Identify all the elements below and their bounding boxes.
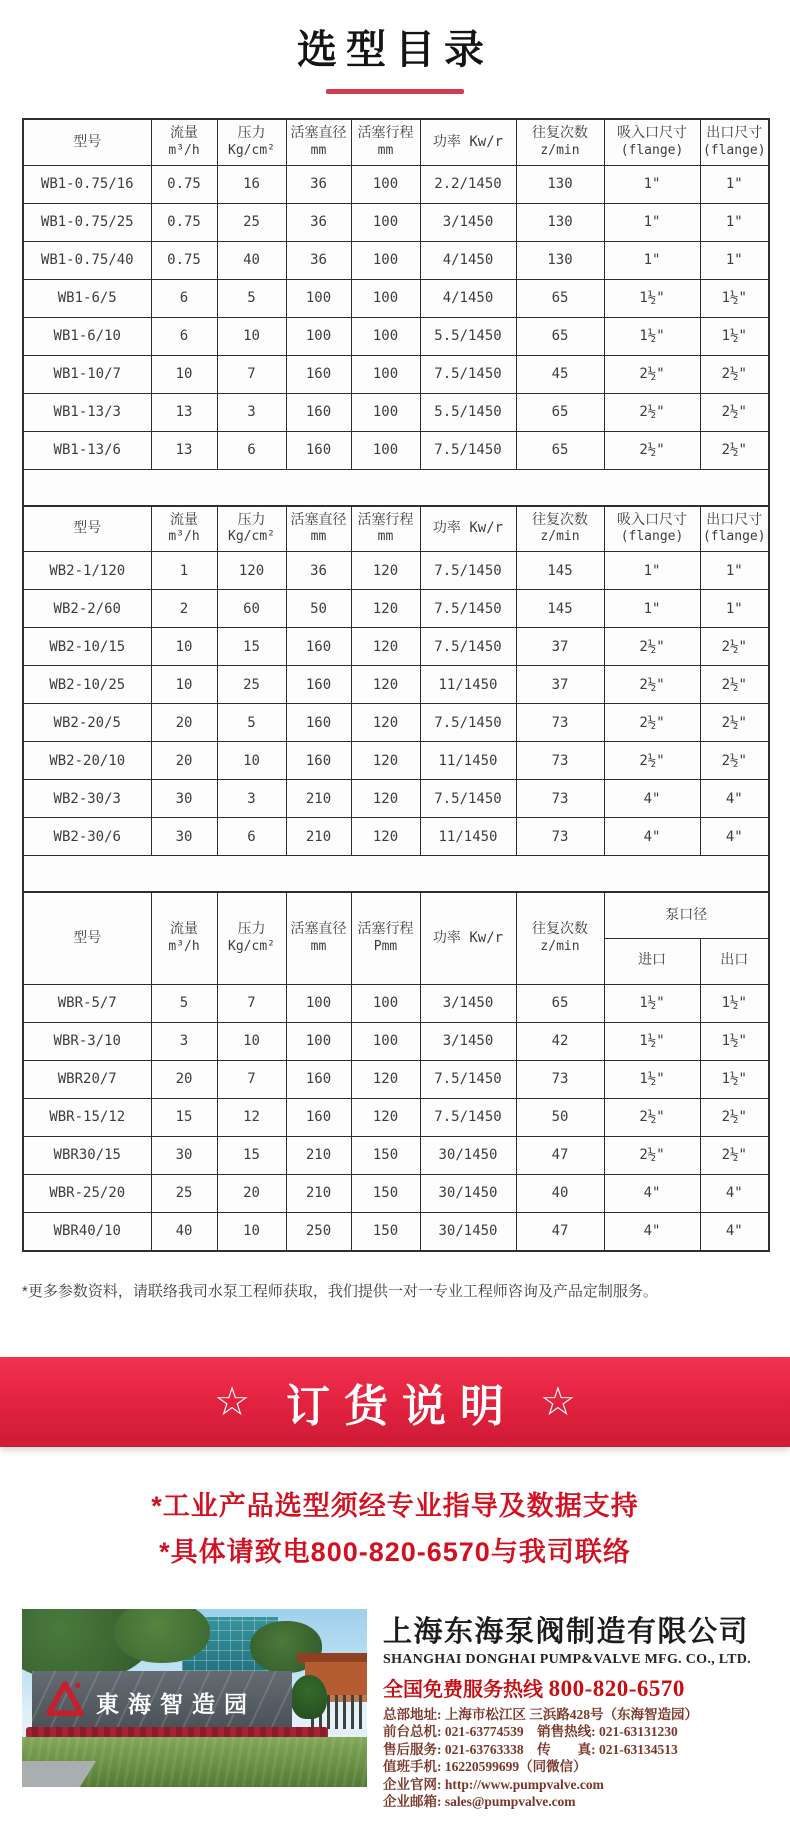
table-cell: 65: [516, 431, 604, 469]
table-cell: WBR-15/12: [23, 1098, 151, 1136]
table-cell: 2½": [604, 704, 700, 742]
table-cell: 40: [217, 241, 286, 279]
column-header: 压力 Kg/cm²: [217, 506, 286, 552]
service-hotline: [383, 1673, 768, 1702]
table-cell: WB2-20/10: [23, 742, 151, 780]
table-cell: WB1-0.75/40: [23, 241, 151, 279]
column-header: 出口尺寸 (flange): [700, 506, 769, 552]
table-row: [23, 317, 769, 355]
table-cell: 42: [516, 1022, 604, 1060]
table-cell: 65: [516, 317, 604, 355]
column-header: 活塞行程 Pmm: [351, 892, 420, 984]
table-cell: 20: [151, 704, 217, 742]
column-header: 功率 Kw/r: [420, 119, 516, 165]
table-cell: 100: [351, 317, 420, 355]
table-row: [23, 780, 769, 818]
column-header: 出口尺寸 (flange): [700, 119, 769, 165]
table-cell: 160: [286, 742, 351, 780]
table-cell: 65: [516, 393, 604, 431]
table-cell: 2½": [604, 666, 700, 704]
hotline-number: 800-820-6570: [548, 1675, 685, 1701]
table-row: [23, 590, 769, 628]
table-row: [23, 984, 769, 1022]
entrance-sign-wall: [32, 1671, 292, 1729]
column-header: 往复次数 z/min: [516, 892, 604, 984]
table-cell: 160: [286, 393, 351, 431]
table-row: [23, 742, 769, 780]
table-cell: 1½": [604, 984, 700, 1022]
table-cell: 36: [286, 241, 351, 279]
empty-row: [23, 856, 769, 893]
table-cell: 3: [217, 780, 286, 818]
table-cell: WB2-20/5: [23, 704, 151, 742]
table-cell: 1": [700, 241, 769, 279]
table-cell: 2: [151, 590, 217, 628]
sign-text: 東海智造园: [96, 1690, 256, 1717]
table-cell: WB1-6/10: [23, 317, 151, 355]
table-cell: 10: [217, 1212, 286, 1251]
hotline-label: 全国免费服务热线: [383, 1678, 543, 1701]
table-cell: 1": [604, 165, 700, 203]
table-cell: 1": [700, 552, 769, 590]
table-cell: 10: [151, 666, 217, 704]
footnote-text: *更多参数资料，请联络我司水泵工程师获取，我们提供一对一专业工程师咨询及产品定制服务。: [22, 1282, 658, 1300]
table-cell: WB2-1/120: [23, 552, 151, 590]
table-row: [23, 552, 769, 590]
column-header: 活塞直径 mm: [286, 119, 351, 165]
column-header: 流量 m³/h: [151, 119, 217, 165]
contact-list: [383, 1706, 768, 1811]
table-cell: 1½": [604, 1060, 700, 1098]
table-cell: 40: [151, 1212, 217, 1251]
table-cell: 210: [286, 1174, 351, 1212]
column-header-group: 泵口径: [604, 892, 769, 938]
table-cell: 20: [151, 1060, 217, 1098]
page-title: 选型目录: [297, 28, 493, 72]
star-icon: ☆: [214, 1379, 250, 1424]
table-cell: 30/1450: [420, 1174, 516, 1212]
table-cell: 10: [151, 355, 217, 393]
table-cell: 10: [151, 628, 217, 666]
banner-title: 订货说明: [286, 1381, 518, 1431]
table-cell: 11/1450: [420, 666, 516, 704]
table-cell: 100: [286, 1022, 351, 1060]
table-cell: 12: [217, 1098, 286, 1136]
table-cell: 40: [516, 1174, 604, 1212]
table-row: [23, 355, 769, 393]
table-row: [23, 279, 769, 317]
column-header: 型号: [23, 892, 151, 984]
table-cell: 10: [217, 317, 286, 355]
table-cell: 150: [351, 1136, 420, 1174]
title-underline: [326, 89, 464, 94]
table-cell: 2½": [604, 393, 700, 431]
table-cell: 120: [351, 818, 420, 856]
column-header: 型号: [23, 506, 151, 552]
donghai-triangle-logo-icon: [46, 1681, 84, 1722]
table-cell: 100: [351, 203, 420, 241]
table-cell: 30: [151, 1136, 217, 1174]
table-cell: 37: [516, 628, 604, 666]
table-cell: 100: [351, 279, 420, 317]
table-cell: 2½": [700, 355, 769, 393]
table-cell: 5: [151, 984, 217, 1022]
table-cell: 130: [516, 165, 604, 203]
order-instructions-banner: [0, 1357, 790, 1447]
table-cell: WB2-10/25: [23, 666, 151, 704]
table-cell: 100: [286, 984, 351, 1022]
table-row: [23, 393, 769, 431]
palm-tree-graphic: [291, 1675, 327, 1719]
company-footer: [22, 1609, 768, 1811]
table-cell: 1½": [700, 279, 769, 317]
promo-line: *工业产品选型须经专业指导及数据支持: [151, 1490, 639, 1521]
title-section: [0, 0, 790, 94]
table-cell: 2½": [604, 1136, 700, 1174]
table-cell: 100: [286, 279, 351, 317]
table-cell: 20: [217, 1174, 286, 1212]
table-cell: 6: [217, 431, 286, 469]
table-cell: 73: [516, 704, 604, 742]
factory-photo: [22, 1609, 367, 1787]
table-cell: 11/1450: [420, 818, 516, 856]
table-cell: 50: [516, 1098, 604, 1136]
email-address: 企业邮箱: sales@pumpvalve.com: [383, 1794, 576, 1809]
table-cell: 120: [351, 704, 420, 742]
column-header: 功率 Kw/r: [420, 892, 516, 984]
table-row: [23, 1060, 769, 1098]
table-cell: 210: [286, 780, 351, 818]
table-cell: 100: [351, 984, 420, 1022]
table-cell: WB1-13/6: [23, 431, 151, 469]
table-row: [23, 666, 769, 704]
column-header: 往复次数 z/min: [516, 119, 604, 165]
table-cell: WBR30/15: [23, 1136, 151, 1174]
table-cell: 2½": [604, 1098, 700, 1136]
table-cell: 2½": [700, 393, 769, 431]
column-header: 活塞直径 mm: [286, 506, 351, 552]
spec-table-wb1: [22, 118, 770, 507]
table-cell: 6: [151, 317, 217, 355]
table-cell: 250: [286, 1212, 351, 1251]
column-header: 活塞直径 mm: [286, 892, 351, 984]
contact-line-service-fax: 售后服务: 021-63763338 传 真: 021-63134513: [383, 1741, 678, 1757]
table-cell: 4": [700, 780, 769, 818]
table-cell: 6: [151, 279, 217, 317]
table-cell: 2½": [604, 355, 700, 393]
table-row: [23, 1212, 769, 1251]
table-cell: 7.5/1450: [420, 552, 516, 590]
table-cell: 7.5/1450: [420, 355, 516, 393]
table-cell: 10: [217, 742, 286, 780]
table-cell: 120: [351, 590, 420, 628]
table-cell: 2½": [700, 628, 769, 666]
table-cell: 47: [516, 1136, 604, 1174]
table-cell: 210: [286, 818, 351, 856]
table-cell: 1½": [604, 279, 700, 317]
table-cell: 160: [286, 431, 351, 469]
spec-table-wbr: [22, 891, 770, 1252]
table-cell: 1½": [700, 984, 769, 1022]
table-cell: 73: [516, 780, 604, 818]
table-cell: 36: [286, 203, 351, 241]
table-cell: 5.5/1450: [420, 393, 516, 431]
table-row: [23, 203, 769, 241]
table-cell: 1": [604, 552, 700, 590]
table-cell: 7.5/1450: [420, 628, 516, 666]
table-cell: 160: [286, 628, 351, 666]
column-header: 功率 Kw/r: [420, 506, 516, 552]
table-cell: 5: [217, 279, 286, 317]
table-cell: 65: [516, 984, 604, 1022]
column-header: 流量 m³/h: [151, 892, 217, 984]
table-cell: 1": [700, 165, 769, 203]
table-cell: 160: [286, 666, 351, 704]
table-cell: 73: [516, 1060, 604, 1098]
table-row: [23, 628, 769, 666]
table-cell: 0.75: [151, 241, 217, 279]
column-header: 压力 Kg/cm²: [217, 892, 286, 984]
table-cell: WB1-0.75/25: [23, 203, 151, 241]
table-cell: 100: [351, 431, 420, 469]
table-cell: 7.5/1450: [420, 431, 516, 469]
table-cell: 25: [151, 1174, 217, 1212]
table-cell: 4": [604, 818, 700, 856]
table-row: [23, 241, 769, 279]
table-cell: 7.5/1450: [420, 704, 516, 742]
table-cell: 1": [604, 590, 700, 628]
contact-line-mobile: 值班手机: 16220599699（同微信）: [383, 1759, 587, 1774]
table-cell: 6: [217, 818, 286, 856]
table-cell: 30/1450: [420, 1136, 516, 1174]
table-cell: 2½": [604, 742, 700, 780]
table-cell: 11/1450: [420, 742, 516, 780]
table-cell: 130: [516, 241, 604, 279]
table-cell: WBR-5/7: [23, 984, 151, 1022]
table-cell: WBR20/7: [23, 1060, 151, 1098]
table-cell: 2½": [700, 431, 769, 469]
table-cell: 7.5/1450: [420, 590, 516, 628]
column-header: 型号: [23, 119, 151, 165]
table-cell: 4": [604, 1174, 700, 1212]
column-header: 流量 m³/h: [151, 506, 217, 552]
spec-tables-section: [22, 118, 768, 1252]
table-cell: 145: [516, 590, 604, 628]
table-cell: WB2-30/3: [23, 780, 151, 818]
table-cell: 1½": [604, 317, 700, 355]
table-cell: 60: [217, 590, 286, 628]
table-cell: 120: [351, 552, 420, 590]
table-cell: 4": [700, 818, 769, 856]
table-cell: WB1-0.75/16: [23, 165, 151, 203]
table-cell: 10: [217, 1022, 286, 1060]
table-cell: 2½": [700, 704, 769, 742]
contact-line-address: 总部地址: 上海市松江区 三浜路428号（东海智造园）: [383, 1706, 698, 1722]
table-cell: 3/1450: [420, 984, 516, 1022]
table-cell: 15: [217, 628, 286, 666]
column-header: 活塞行程 mm: [351, 506, 420, 552]
table-cell: 1½": [604, 1022, 700, 1060]
table-cell: 4": [700, 1212, 769, 1251]
table-cell: 100: [351, 241, 420, 279]
table-cell: 120: [351, 666, 420, 704]
table-cell: 1": [604, 241, 700, 279]
table-cell: 100: [351, 1022, 420, 1060]
table-cell: 3: [151, 1022, 217, 1060]
company-name-cn: 上海东海泵阀制造有限公司: [383, 1615, 750, 1648]
table-row: [23, 1174, 769, 1212]
promo-line: *具体请致电800-820-6570与我司联络: [159, 1536, 631, 1567]
table-cell: 7.5/1450: [420, 1060, 516, 1098]
table-cell: 100: [351, 355, 420, 393]
table-cell: WBR40/10: [23, 1212, 151, 1251]
table-cell: 1½": [700, 317, 769, 355]
table-cell: 2½": [700, 742, 769, 780]
promo-section: [0, 1483, 790, 1575]
table-cell: 7: [217, 984, 286, 1022]
table-cell: 36: [286, 165, 351, 203]
table-cell: 5: [217, 704, 286, 742]
column-header: 活塞行程 mm: [351, 119, 420, 165]
table-cell: 150: [351, 1174, 420, 1212]
spec-table-wb2: [22, 505, 770, 894]
column-header: 吸入口尺寸 (flange): [604, 119, 700, 165]
table-cell: WBR-3/10: [23, 1022, 151, 1060]
table-cell: WB1-10/7: [23, 355, 151, 393]
table-row: [23, 704, 769, 742]
table-cell: 30/1450: [420, 1212, 516, 1251]
table-cell: 120: [351, 628, 420, 666]
table-cell: 47: [516, 1212, 604, 1251]
table-cell: 1": [700, 203, 769, 241]
table-cell: 3: [217, 393, 286, 431]
table-cell: 1": [604, 203, 700, 241]
contact-line-phones: 前台总机: 021-63774539 销售热线: 021-63131230: [383, 1724, 678, 1739]
tree-graphic: [114, 1609, 210, 1663]
table-row: [23, 431, 769, 469]
table-cell: 4/1450: [420, 279, 516, 317]
company-info: [383, 1609, 768, 1811]
table-cell: 1½": [700, 1060, 769, 1098]
table-cell: 25: [217, 203, 286, 241]
table-cell: 5.5/1450: [420, 317, 516, 355]
table-cell: 7.5/1450: [420, 780, 516, 818]
table-cell: 3/1450: [420, 1022, 516, 1060]
table-cell: WB1-13/3: [23, 393, 151, 431]
table-cell: 145: [516, 552, 604, 590]
table-cell: 15: [151, 1098, 217, 1136]
table-cell: 160: [286, 1098, 351, 1136]
table-cell: 4": [700, 1174, 769, 1212]
table-cell: 4/1450: [420, 241, 516, 279]
table-cell: 120: [351, 1098, 420, 1136]
table-cell: 1: [151, 552, 217, 590]
table-cell: 73: [516, 818, 604, 856]
column-header: 压力 Kg/cm²: [217, 119, 286, 165]
table-cell: WB2-2/60: [23, 590, 151, 628]
table-cell: 20: [151, 742, 217, 780]
table-cell: 50: [286, 590, 351, 628]
table-cell: 45: [516, 355, 604, 393]
table-row: [23, 818, 769, 856]
table-cell: 37: [516, 666, 604, 704]
table-cell: 2½": [604, 628, 700, 666]
table-cell: 2.2/1450: [420, 165, 516, 203]
table-row: [23, 1098, 769, 1136]
table-cell: 210: [286, 1136, 351, 1174]
table-row: [23, 165, 769, 203]
table-cell: 36: [286, 552, 351, 590]
table-cell: 15: [217, 1136, 286, 1174]
company-name-en: SHANGHAI DONGHAI PUMP&VALVE MFG. CO., LTD.: [383, 1651, 751, 1667]
table-cell: 1½": [700, 1022, 769, 1060]
table-cell: 100: [351, 165, 420, 203]
website-url: 企业官网: http://www.pumpvalve.com: [383, 1776, 604, 1792]
table-cell: 13: [151, 393, 217, 431]
table-cell: WBR-25/20: [23, 1174, 151, 1212]
empty-row: [23, 469, 769, 506]
table-cell: 4": [604, 780, 700, 818]
table-cell: 13: [151, 431, 217, 469]
table-cell: 4": [604, 1212, 700, 1251]
table-cell: 2½": [700, 1098, 769, 1136]
table-cell: 3/1450: [420, 203, 516, 241]
table-row: [23, 1136, 769, 1174]
table-cell: 120: [351, 1060, 420, 1098]
star-icon: ☆: [540, 1379, 576, 1424]
table-cell: 16: [217, 165, 286, 203]
table-cell: 7: [217, 1060, 286, 1098]
table-cell: 73: [516, 742, 604, 780]
table-cell: 100: [286, 317, 351, 355]
table-cell: 7: [217, 355, 286, 393]
table-cell: 100: [351, 393, 420, 431]
column-subheader: 进口: [604, 938, 700, 984]
table-cell: 0.75: [151, 203, 217, 241]
table-cell: 120: [217, 552, 286, 590]
table-cell: 0.75: [151, 165, 217, 203]
table-cell: 130: [516, 203, 604, 241]
column-subheader: 出口: [700, 938, 769, 984]
table-cell: 120: [351, 780, 420, 818]
column-header: 往复次数 z/min: [516, 506, 604, 552]
table-cell: 30: [151, 818, 217, 856]
table-cell: 2½": [700, 1136, 769, 1174]
table-cell: 25: [217, 666, 286, 704]
table-cell: 65: [516, 279, 604, 317]
table-cell: 160: [286, 1060, 351, 1098]
table-cell: WB2-10/15: [23, 628, 151, 666]
table-cell: 160: [286, 355, 351, 393]
table-cell: WB2-30/6: [23, 818, 151, 856]
table-cell: 2½": [604, 431, 700, 469]
table-cell: 2½": [700, 666, 769, 704]
table-cell: 160: [286, 704, 351, 742]
table-cell: 7.5/1450: [420, 1098, 516, 1136]
table-cell: WB1-6/5: [23, 279, 151, 317]
table-cell: 1": [700, 590, 769, 628]
table-cell: 150: [351, 1212, 420, 1251]
table-cell: 120: [351, 742, 420, 780]
table-cell: 30: [151, 780, 217, 818]
column-header: 吸入口尺寸 (flange): [604, 506, 700, 552]
table-row: [23, 1022, 769, 1060]
